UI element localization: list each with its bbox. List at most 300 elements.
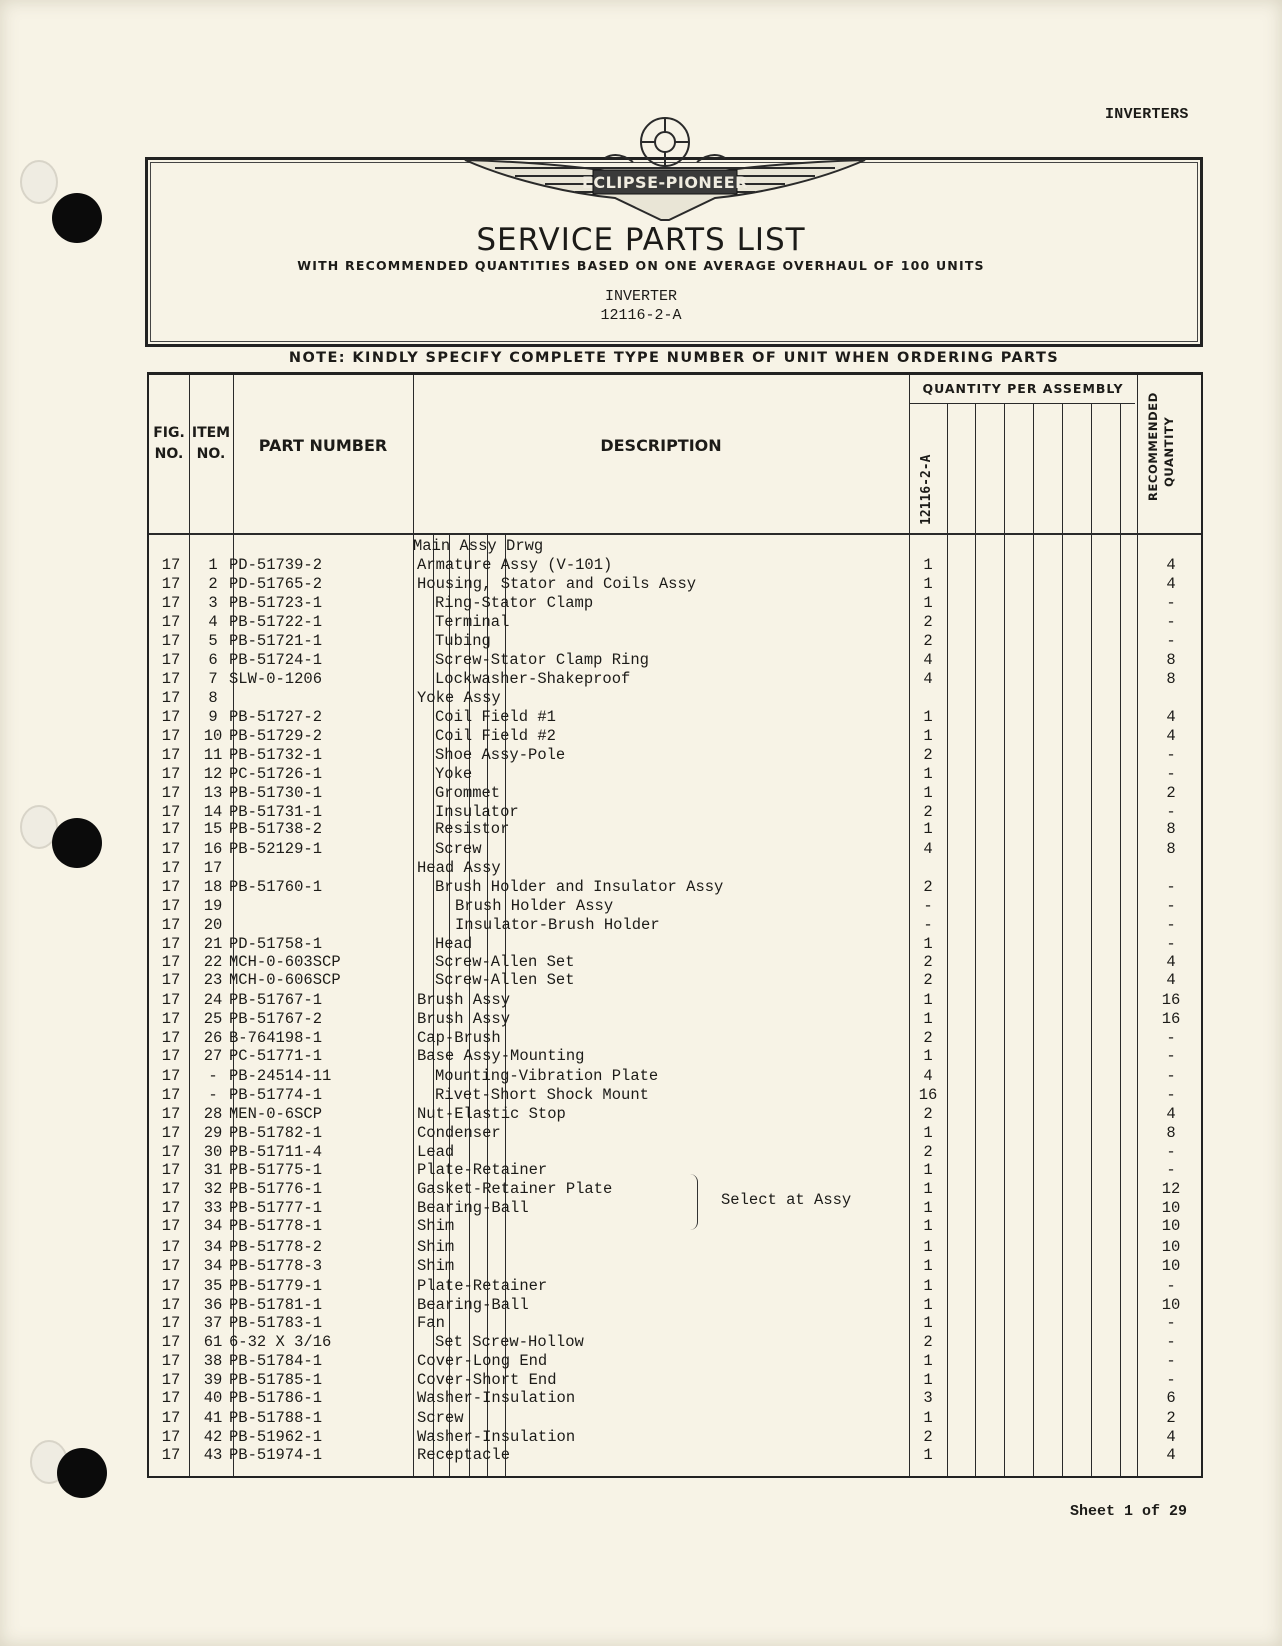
item-no-cell: 34 xyxy=(203,1238,223,1256)
part-number-cell: PB-51778-2 xyxy=(229,1238,323,1256)
recommended-qty-cell: - xyxy=(1166,897,1176,915)
description-cell: Brush Holder and Insulator Assy xyxy=(435,878,724,896)
item-no-cell: - xyxy=(208,1067,218,1085)
fig-no-cell: 17 xyxy=(161,689,181,707)
description-cell: Screw-Stator Clamp Ring xyxy=(435,651,649,669)
description-cell: Plate-Retainer xyxy=(417,1277,548,1295)
qty-per-assembly-cell: 1 xyxy=(923,1277,933,1295)
recommended-qty-cell: - xyxy=(1166,1143,1176,1161)
description-cell: Condenser xyxy=(417,1124,501,1142)
table-row xyxy=(149,1371,1201,1390)
fig-no-cell: 17 xyxy=(161,935,181,953)
qty-per-assembly-cell: 4 xyxy=(923,670,933,688)
recommended-qty-cell: - xyxy=(1166,1086,1176,1104)
qty-per-assembly-cell: 1 xyxy=(923,1257,933,1275)
part-number-cell: PB-51784-1 xyxy=(229,1352,323,1370)
fig-no-cell: 17 xyxy=(161,859,181,877)
qty-per-assembly-cell: - xyxy=(923,897,933,915)
table-row xyxy=(149,689,1201,708)
description-cell: Brush Holder Assy xyxy=(455,897,614,915)
table-row xyxy=(149,1428,1201,1447)
part-number-cell: PB-51727-2 xyxy=(229,708,323,726)
binder-hole xyxy=(52,818,102,868)
description-cell: Gasket-Retainer Plate xyxy=(417,1180,613,1198)
description-cell: Yoke Assy xyxy=(417,689,501,707)
recommended-qty-cell: - xyxy=(1166,916,1176,934)
table-row xyxy=(149,953,1201,972)
item-no-cell: 43 xyxy=(203,1446,223,1464)
fig-no-cell: 17 xyxy=(161,897,181,915)
fig-no-cell: 17 xyxy=(161,708,181,726)
table-row xyxy=(149,859,1201,878)
table-row xyxy=(149,1352,1201,1371)
qty-per-assembly-cell: 16 xyxy=(918,1086,938,1104)
table-row xyxy=(149,613,1201,632)
description-cell: Screw xyxy=(417,1409,464,1427)
recommended-qty-cell: 16 xyxy=(1161,991,1181,1009)
recommended-qty-cell: 10 xyxy=(1161,1199,1181,1217)
description-cell: Coil Field #1 xyxy=(435,708,556,726)
fig-no-cell: 17 xyxy=(161,556,181,574)
item-no-cell: 10 xyxy=(203,727,223,745)
qty-per-assembly-cell: 1 xyxy=(923,1047,933,1065)
recommended-qty-cell: 8 xyxy=(1166,651,1176,669)
item-no-cell: 2 xyxy=(208,575,218,593)
recommended-qty-cell: - xyxy=(1166,1029,1176,1047)
qty-per-assembly-cell: 2 xyxy=(923,803,933,821)
part-number-cell: PB-51767-2 xyxy=(229,1010,323,1028)
item-no-cell: 14 xyxy=(203,803,223,821)
item-no-cell: 5 xyxy=(208,632,218,650)
parts-table xyxy=(147,372,1203,1478)
description-cell: Shoe Assy-Pole xyxy=(435,746,566,764)
recommended-qty-cell: - xyxy=(1166,1067,1176,1085)
table-row xyxy=(149,971,1201,990)
qty-per-assembly-cell: 2 xyxy=(923,1029,933,1047)
item-no-cell: 33 xyxy=(203,1199,223,1217)
description-cell: Base Assy-Mounting xyxy=(417,1047,585,1065)
col-header-description: DESCRIPTION xyxy=(600,436,722,455)
fig-no-cell: 17 xyxy=(161,1105,181,1123)
table-row xyxy=(149,1180,1201,1199)
part-number-cell: PB-51760-1 xyxy=(229,878,323,896)
recommended-qty-cell: 10 xyxy=(1161,1217,1181,1235)
item-no-cell: 32 xyxy=(203,1180,223,1198)
qty-per-assembly-cell: 1 xyxy=(923,1238,933,1256)
description-cell: Insulator-Brush Holder xyxy=(455,916,660,934)
description-cell: Grommet xyxy=(435,784,501,802)
description-cell: Bearing-Ball xyxy=(417,1199,529,1217)
section-tag: INVERTERS xyxy=(1105,106,1189,123)
table-row xyxy=(149,708,1201,727)
part-number-cell: PB-51711-4 xyxy=(229,1143,323,1161)
page-title: SERVICE PARTS LIST xyxy=(476,222,806,258)
item-no-cell: 25 xyxy=(203,1010,223,1028)
qty-per-assembly-cell: 1 xyxy=(923,708,933,726)
item-no-cell: 41 xyxy=(203,1409,223,1427)
part-number-cell: PB-51721-1 xyxy=(229,632,323,650)
ordering-note: NOTE: KINDLY SPECIFY COMPLETE TYPE NUMBER OF UNIT WHEN ORDERING PARTS xyxy=(288,350,1060,366)
recommended-qty-cell: 12 xyxy=(1161,1180,1181,1198)
recommended-qty-cell: 8 xyxy=(1166,840,1176,858)
table-row xyxy=(149,1047,1201,1066)
item-no-cell: 9 xyxy=(208,708,218,726)
table-row xyxy=(149,575,1201,594)
qty-per-assembly-cell: 2 xyxy=(923,1428,933,1446)
col-header-recommended-quantity: RECOMMENDED QUANTITY xyxy=(1146,392,1176,501)
recommended-qty-cell: - xyxy=(1166,1371,1176,1389)
part-number-cell: 6-32 X 3/16 xyxy=(229,1333,332,1351)
qty-per-assembly-cell: 2 xyxy=(923,1333,933,1351)
description-cell: Head xyxy=(435,935,473,953)
part-number-cell: PB-51788-1 xyxy=(229,1409,323,1427)
qty-per-assembly-cell: 1 xyxy=(923,556,933,574)
table-row xyxy=(149,1296,1201,1315)
table-row xyxy=(149,651,1201,670)
recommended-qty-cell: - xyxy=(1166,1277,1176,1295)
table-row xyxy=(149,1143,1201,1162)
unit-model: 12116-2-A xyxy=(600,307,682,324)
qty-per-assembly-cell: 1 xyxy=(923,820,933,838)
part-number-cell: PB-51974-1 xyxy=(229,1446,323,1464)
part-number-cell: MEN-0-6SCP xyxy=(229,1105,323,1123)
description-cell: Mounting-Vibration Plate xyxy=(435,1067,659,1085)
recommended-qty-cell: 2 xyxy=(1166,784,1176,802)
binder-hole-ring xyxy=(20,160,58,204)
description-cell: Fan xyxy=(417,1314,445,1332)
part-number-cell: PB-51731-1 xyxy=(229,803,323,821)
recommended-qty-cell: 16 xyxy=(1161,1010,1181,1028)
table-row xyxy=(149,1105,1201,1124)
fig-no-cell: 17 xyxy=(161,1086,181,1104)
col-header-part-number: PART NUMBER xyxy=(258,436,388,455)
qty-per-assembly-cell: 1 xyxy=(923,784,933,802)
part-number-cell: PB-51732-1 xyxy=(229,746,323,764)
item-no-cell: 22 xyxy=(203,953,223,971)
page-subtitle: WITH RECOMMENDED QUANTITIES BASED ON ONE AVERAGE OVERHAUL OF 100 UNITS xyxy=(297,258,985,273)
qty-per-assembly-cell: 1 xyxy=(923,1161,933,1179)
description-cell: Rivet-Short Shock Mount xyxy=(435,1086,649,1104)
table-row xyxy=(149,1086,1201,1105)
qty-per-assembly-cell: 1 xyxy=(923,1217,933,1235)
recommended-qty-cell: 10 xyxy=(1161,1296,1181,1314)
description-cell: Brush Assy xyxy=(417,991,511,1009)
recommended-qty-cell: - xyxy=(1166,613,1176,631)
fig-no-cell: 17 xyxy=(161,1409,181,1427)
qty-per-assembly-cell: 1 xyxy=(923,1180,933,1198)
qty-per-assembly-cell: 1 xyxy=(923,1446,933,1464)
item-no-cell: 7 xyxy=(208,670,218,688)
part-number-cell: PB-51738-2 xyxy=(229,820,323,838)
description-cell: Screw-Allen Set xyxy=(435,953,575,971)
fig-no-cell: 17 xyxy=(161,1143,181,1161)
fig-no-cell: 17 xyxy=(161,1217,181,1235)
part-number-cell: PD-51758-1 xyxy=(229,935,323,953)
item-no-cell: 12 xyxy=(203,765,223,783)
qty-per-assembly-cell: 1 xyxy=(923,1314,933,1332)
fig-no-cell: 17 xyxy=(161,820,181,838)
item-no-cell: 15 xyxy=(203,820,223,838)
recommended-qty-cell: 10 xyxy=(1161,1238,1181,1256)
fig-no-cell: 17 xyxy=(161,746,181,764)
part-number-cell: PB-51786-1 xyxy=(229,1389,323,1407)
part-number-cell: PB-51778-1 xyxy=(229,1217,323,1235)
description-cell: Coil Field #2 xyxy=(435,727,556,745)
table-row xyxy=(149,897,1201,916)
fig-no-cell: 17 xyxy=(161,784,181,802)
qty-per-assembly-cell: 2 xyxy=(923,1143,933,1161)
description-cell: Ring-Stator Clamp xyxy=(435,594,594,612)
table-row xyxy=(149,840,1201,859)
fig-no-cell: 17 xyxy=(161,1277,181,1295)
qty-per-assembly-cell: - xyxy=(923,916,933,934)
item-no-cell: - xyxy=(208,1086,218,1104)
description-cell: Screw-Allen Set xyxy=(435,971,575,989)
description-cell: Set Screw-Hollow xyxy=(435,1333,584,1351)
table-row xyxy=(149,1409,1201,1428)
item-no-cell: 42 xyxy=(203,1428,223,1446)
table-row xyxy=(149,878,1201,897)
fig-no-cell: 17 xyxy=(161,991,181,1009)
qty-per-assembly-cell: 2 xyxy=(923,613,933,631)
table-row xyxy=(149,632,1201,651)
description-cell: Bearing-Ball xyxy=(417,1296,529,1314)
col-header-fig-no: FIG. NO. xyxy=(153,425,185,462)
part-number-cell: PB-51767-1 xyxy=(229,991,323,1009)
sheet-number: Sheet 1 of 29 xyxy=(1070,1503,1188,1520)
item-no-cell: 11 xyxy=(203,746,223,764)
description-cell: Cover-Short End xyxy=(417,1371,557,1389)
recommended-qty-cell: 2 xyxy=(1166,1409,1176,1427)
recommended-qty-cell: 4 xyxy=(1166,953,1176,971)
fig-no-cell: 17 xyxy=(161,1428,181,1446)
description-cell: Insulator xyxy=(435,803,519,821)
description-cell: Shim xyxy=(417,1238,455,1256)
description-cell: Lockwasher-Shakeproof xyxy=(435,670,631,688)
item-no-cell: 30 xyxy=(203,1143,223,1161)
part-number-cell: PB-51782-1 xyxy=(229,1124,323,1142)
fig-no-cell: 17 xyxy=(161,670,181,688)
col-header-model-12116-2-a: 12116-2-A xyxy=(919,454,934,525)
fig-no-cell: 17 xyxy=(161,1314,181,1332)
unit-name: INVERTER xyxy=(604,288,677,305)
qty-per-assembly-cell: 3 xyxy=(923,1389,933,1407)
part-number-cell: PB-51779-1 xyxy=(229,1277,323,1295)
table-row xyxy=(149,935,1201,954)
select-brace xyxy=(689,1174,698,1230)
col-header-quantity-per-assembly: QUANTITY PER ASSEMBLY xyxy=(922,381,1124,396)
fig-no-cell: 17 xyxy=(161,1371,181,1389)
fig-no-cell: 17 xyxy=(161,840,181,858)
qty-per-assembly-cell: 2 xyxy=(923,1105,933,1123)
fig-no-cell: 17 xyxy=(161,1067,181,1085)
recommended-qty-cell: 4 xyxy=(1166,575,1176,593)
fig-no-cell: 17 xyxy=(161,1333,181,1351)
recommended-qty-cell: 4 xyxy=(1166,971,1176,989)
fig-no-cell: 17 xyxy=(161,1124,181,1142)
recommended-qty-cell: 4 xyxy=(1166,708,1176,726)
qty-per-assembly-cell: 4 xyxy=(923,1067,933,1085)
qty-per-assembly-cell: 1 xyxy=(923,991,933,1009)
table-row xyxy=(149,1257,1201,1276)
item-no-cell: 35 xyxy=(203,1277,223,1295)
fig-no-cell: 17 xyxy=(161,1180,181,1198)
description-cell: Receptacle xyxy=(417,1446,511,1464)
winged-wheel-logo-icon xyxy=(455,112,875,222)
part-number-cell: PB-52129-1 xyxy=(229,840,323,858)
item-no-cell: 34 xyxy=(203,1257,223,1275)
part-number-cell: MCH-0-606SCP xyxy=(229,971,341,989)
description-cell: Screw xyxy=(435,840,482,858)
part-number-cell: PB-51723-1 xyxy=(229,594,323,612)
fig-no-cell: 17 xyxy=(161,878,181,896)
fig-no-cell: 17 xyxy=(161,1257,181,1275)
item-no-cell: 24 xyxy=(203,991,223,1009)
item-no-cell: 6 xyxy=(208,651,218,669)
table-row xyxy=(149,727,1201,746)
item-no-cell: 26 xyxy=(203,1029,223,1047)
item-no-cell: 29 xyxy=(203,1124,223,1142)
part-number-cell: PB-51724-1 xyxy=(229,651,323,669)
part-number-cell: PD-51765-2 xyxy=(229,575,323,593)
fig-no-cell: 17 xyxy=(161,1199,181,1217)
description-cell: Cap-Brush xyxy=(417,1029,501,1047)
description-cell: Brush Assy xyxy=(417,1010,511,1028)
qty-per-assembly-cell: 1 xyxy=(923,1010,933,1028)
fig-no-cell: 17 xyxy=(161,1047,181,1065)
recommended-qty-cell: - xyxy=(1166,746,1176,764)
qty-per-assembly-cell: 1 xyxy=(923,1199,933,1217)
fig-no-cell: 17 xyxy=(161,1389,181,1407)
recommended-qty-cell: - xyxy=(1166,1352,1176,1370)
qty-per-assembly-cell: 1 xyxy=(923,1352,933,1370)
fig-no-cell: 17 xyxy=(161,727,181,745)
item-no-cell: 4 xyxy=(208,613,218,631)
part-number-cell: PB-51775-1 xyxy=(229,1161,323,1179)
table-row xyxy=(149,670,1201,689)
description-cell: Nut-Elastic Stop xyxy=(417,1105,566,1123)
recommended-qty-cell: 4 xyxy=(1166,556,1176,574)
qty-per-assembly-cell: 1 xyxy=(923,1124,933,1142)
description-cell: Washer-Insulation xyxy=(417,1428,576,1446)
fig-no-cell: 17 xyxy=(161,1161,181,1179)
description-cell: Head Assy xyxy=(417,859,501,877)
fig-no-cell: 17 xyxy=(161,953,181,971)
table-row xyxy=(149,1446,1201,1465)
select-at-assy-note: Select at Assy xyxy=(721,1191,852,1209)
part-number-cell: SLW-0-1206 xyxy=(229,670,323,688)
part-number-cell: PB-51962-1 xyxy=(229,1428,323,1446)
description-cell: Cover-Long End xyxy=(417,1352,548,1370)
table-row xyxy=(149,1314,1201,1333)
description-cell: Terminal xyxy=(435,613,510,631)
item-no-cell: 23 xyxy=(203,971,223,989)
recommended-qty-cell: 8 xyxy=(1166,820,1176,838)
recommended-qty-cell: - xyxy=(1166,1333,1176,1351)
qty-per-assembly-cell: 1 xyxy=(923,1296,933,1314)
qty-per-assembly-cell: 2 xyxy=(923,878,933,896)
recommended-qty-cell: 10 xyxy=(1161,1257,1181,1275)
item-no-cell: 13 xyxy=(203,784,223,802)
item-no-cell: 20 xyxy=(203,916,223,934)
qty-per-assembly-cell: 1 xyxy=(923,935,933,953)
recommended-qty-cell: - xyxy=(1166,1314,1176,1332)
recommended-qty-cell: - xyxy=(1166,935,1176,953)
table-row xyxy=(149,1277,1201,1296)
item-no-cell: 40 xyxy=(203,1389,223,1407)
qty-per-assembly-cell: 1 xyxy=(923,1409,933,1427)
qty-per-assembly-cell: 2 xyxy=(923,971,933,989)
qty-per-assembly-cell: 4 xyxy=(923,651,933,669)
fig-no-cell: 17 xyxy=(161,1238,181,1256)
qty-per-assembly-cell: 1 xyxy=(923,594,933,612)
part-number-cell: PB-51776-1 xyxy=(229,1180,323,1198)
qty-per-assembly-cell: 2 xyxy=(923,953,933,971)
table-row xyxy=(149,746,1201,765)
item-no-cell: 8 xyxy=(208,689,218,707)
qty-per-assembly-cell: 1 xyxy=(923,727,933,745)
item-no-cell: 37 xyxy=(203,1314,223,1332)
table-row xyxy=(149,1067,1201,1086)
description-cell: Lead xyxy=(417,1143,455,1161)
fig-no-cell: 17 xyxy=(161,632,181,650)
table-row xyxy=(149,556,1201,575)
item-no-cell: 61 xyxy=(203,1333,223,1351)
part-number-cell: PB-51729-2 xyxy=(229,727,323,745)
item-no-cell: 36 xyxy=(203,1296,223,1314)
item-no-cell: 1 xyxy=(208,556,218,574)
description-cell: Tubing xyxy=(435,632,491,650)
group-heading: Main Assy Drwg xyxy=(413,537,544,555)
part-number-cell: PB-51730-1 xyxy=(229,784,323,802)
description-cell: Resistor xyxy=(435,820,510,838)
part-number-cell: PB-51781-1 xyxy=(229,1296,323,1314)
description-cell: Shim xyxy=(417,1257,455,1275)
table-row xyxy=(149,1029,1201,1048)
group-heading-row xyxy=(149,537,1201,556)
recommended-qty-cell: - xyxy=(1166,803,1176,821)
part-number-cell: PD-51739-2 xyxy=(229,556,323,574)
part-number-cell: PB-51774-1 xyxy=(229,1086,323,1104)
recommended-qty-cell: - xyxy=(1166,1161,1176,1179)
recommended-qty-cell: 8 xyxy=(1166,670,1176,688)
table-row xyxy=(149,991,1201,1010)
binder-hole xyxy=(57,1448,107,1498)
recommended-qty-cell: 4 xyxy=(1166,1428,1176,1446)
fig-no-cell: 17 xyxy=(161,971,181,989)
qty-per-assembly-cell: 1 xyxy=(923,575,933,593)
table-row xyxy=(149,1199,1201,1218)
qty-per-assembly-cell: 2 xyxy=(923,746,933,764)
fig-no-cell: 17 xyxy=(161,765,181,783)
recommended-qty-cell: - xyxy=(1166,1047,1176,1065)
fig-no-cell: 17 xyxy=(161,613,181,631)
qty-per-assembly-cell: 1 xyxy=(923,1371,933,1389)
part-number-cell: PB-51778-3 xyxy=(229,1257,323,1275)
description-cell: Washer-Insulation xyxy=(417,1389,576,1407)
recommended-qty-cell: 4 xyxy=(1166,1446,1176,1464)
description-cell: Shim xyxy=(417,1217,455,1235)
description-cell: Yoke xyxy=(435,765,473,783)
part-number-cell: MCH-0-603SCP xyxy=(229,953,341,971)
fig-no-cell: 17 xyxy=(161,1010,181,1028)
part-number-cell: PB-51785-1 xyxy=(229,1371,323,1389)
qty-per-assembly-cell: 4 xyxy=(923,840,933,858)
item-no-cell: 18 xyxy=(203,878,223,896)
fig-no-cell: 17 xyxy=(161,916,181,934)
recommended-qty-cell: - xyxy=(1166,878,1176,896)
recommended-qty-cell: 8 xyxy=(1166,1124,1176,1142)
